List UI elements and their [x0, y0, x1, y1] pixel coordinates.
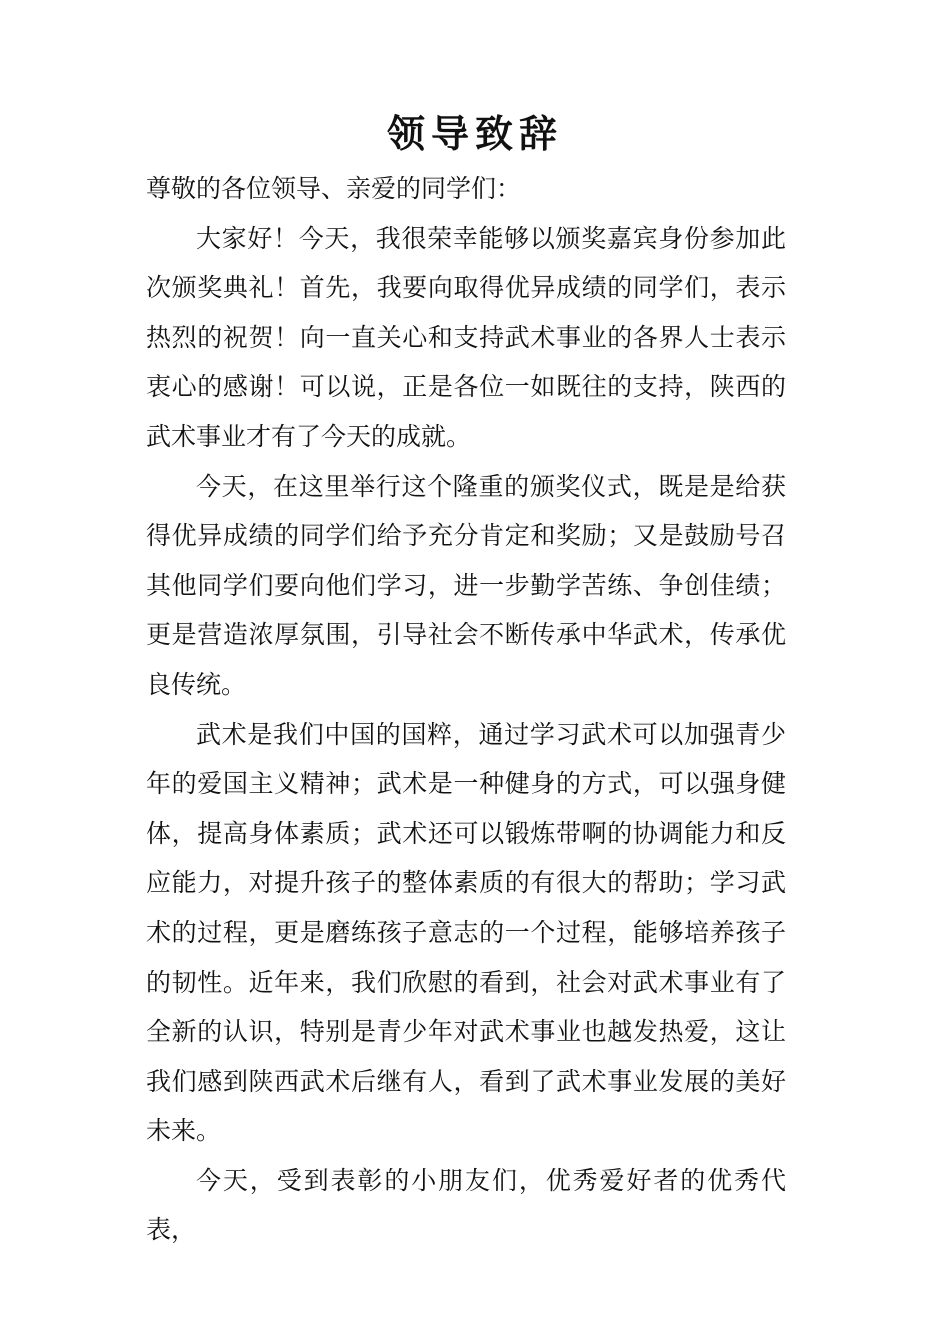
paragraph-3: 武术是我们中国的国粹，通过学习武术可以加强青少年的爱国主义精神；武术是一种健身的方式，可以强身健体，提高身体素质；武术还可以锻炼带啊的协调能力和反应能力，对提升孩子的整体素质的有很大的帮助；学习武术的过程，更是磨练孩子意志的一个过程，能够培养孩子的韧性。近年来，我们欣慰的看到，社会对武术事业有了全新的认识，特别是青少年对武术事业也越发热爱，这让我们感到陕西武术后继有人，看到了武术事业发展的美好未来。: [146, 719, 786, 1146]
document-body: [146, 164, 786, 1255]
document-title: 领导致辞: [386, 111, 563, 156]
salutation: 尊敬的各位领导、亲爱的同学们：: [146, 174, 522, 203]
paragraph-1: 大家好！今天，我很荣幸能够以颁奖嘉宾身份参加此次颁奖典礼！首先，我要向取得优异成绩的同学们，表示热烈的祝贺！向一直关心和支持武术事业的各界人士表示衷心的感谢！可以说，正是各位一如既往的支持，陕西的武术事业才有了今天的成就。: [146, 223, 786, 451]
paragraph-2: 今天，在这里举行这个隆重的颁奖仪式，既是是给获得优异成绩的同学们给予充分肯定和奖励；又是鼓励号召其他同学们要向他们学习，进一步勤学苦练、争创佳绩；更是营造浓厚氛围，引导社会不断传承中华武术，传承优良传统。: [146, 471, 786, 699]
paragraph-4: 今天，受到表彰的小朋友们，优秀爱好者的优秀代表，: [146, 1165, 786, 1245]
